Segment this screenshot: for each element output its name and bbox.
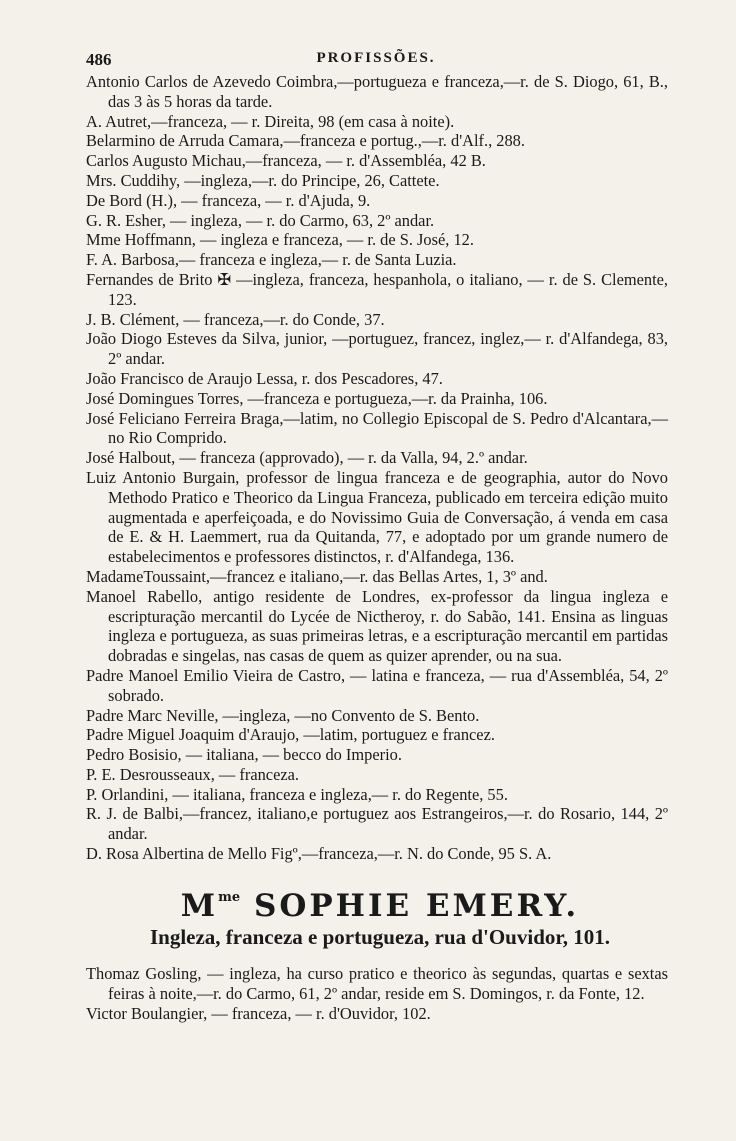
- directory-entry: Victor Boulangier, — franceza, — r. d'Ouvidor, 102.: [86, 1003, 431, 1023]
- advertisement-line: Ingleza, franceza e portugueza, rua d'Ouvidor, 101.: [149, 925, 611, 949]
- directory-entry: Mme Hoffmann, — ingleza e franceza, — r. de S. José, 12.: [86, 230, 474, 250]
- directory-entry: Fernandes de Brito ✠ —ingleza, franceza, hespanhola, o italiano, — r. de S. Clemente, 123.: [86, 269, 668, 309]
- directory-entry: Antonio Carlos de Azevedo Coimbra,—portugueza e franceza,—r. de S. Diogo, 61, B., das 3 às 5 horas da tarde.: [86, 72, 668, 111]
- directory-entry: P. E. Desrousseaux, — franceza.: [86, 764, 300, 784]
- directory-entry: Manoel Rabello, antigo residente de Londres, ex-professor da lingua ingleza e escripturação mercantil do Lycée de Nictheroy, r. do Sabão, 141. Ensina as linguas ingleza e portugueza, as suas primeiras letras, e a escripturação mercantil em partidas dobradas e singelas, nas casas de quem as quizer aprender, ou na sua.: [86, 586, 668, 666]
- directory-entry: F. A. Barbosa,— franceza e ingleza,— r. de Santa Luzia.: [86, 250, 457, 270]
- directory-entry: De Bord (H.), — franceza, — r. d'Ajuda, 9.: [86, 190, 371, 210]
- directory-entry: J. B. Clément, — franceza,—r. do Conde, 37.: [86, 309, 385, 329]
- advertisement-block: [80, 880, 680, 950]
- directory-entry: José Domingues Torres, —franceza e portugueza,—r. da Prainha, 106.: [86, 388, 548, 408]
- page-header: [86, 50, 666, 72]
- directory-entry: Padre Manoel Emilio Vieira de Castro, — latina e franceza, — rua d'Assembléa, 54, 2º sobrado.: [86, 665, 668, 705]
- directory-entry: José Halbout, — franceza (approvado), — r. da Valla, 94, 2.º andar.: [86, 448, 528, 468]
- directory-entries-continued: [86, 964, 668, 1023]
- directory-entry: G. R. Esher, — ingleza, — r. do Carmo, 63, 2º andar.: [86, 210, 435, 230]
- directory-entry: Pedro Bosisio, — italiana, — becco do Imperio.: [86, 745, 402, 765]
- directory-entry: Padre Marc Neville, —ingleza, —no Convento de S. Bento.: [86, 705, 480, 725]
- directory-entry: A. Autret,—franceza, — r. Direita, 98 (em casa à noite).: [86, 111, 455, 131]
- directory-entry: Mrs. Cuddihy, —ingleza,—r. do Principe, 26, Cattete.: [86, 170, 440, 190]
- advertisement-title-sup: me: [218, 890, 241, 905]
- running-title: PROFISSÕES.: [316, 50, 436, 66]
- page-number: 486: [86, 50, 112, 69]
- advertisement-title: M: [180, 888, 219, 924]
- directory-entries: [86, 72, 668, 864]
- directory-entry: R. J. de Balbi,—francez, italiano,e portuguez aos Estrangeiros,—r. do Rosario, 144, 2º andar.: [86, 804, 668, 844]
- directory-entry: P. Orlandini, — italiana, franceza e ingleza,— r. do Regente, 55.: [86, 784, 508, 804]
- directory-entry: Belarmino de Arruda Camara,—franceza e portug.,—r. d'Alf., 288.: [86, 131, 525, 151]
- directory-entry: MadameToussaint,—francez e italiano,—r. das Bellas Artes, 1, 3º and.: [86, 566, 548, 586]
- directory-entry: João Francisco de Araujo Lessa, r. dos Pescadores, 47.: [86, 368, 443, 388]
- directory-entry: Padre Miguel Joaquim d'Araujo, —latim, portuguez e francez.: [86, 725, 495, 745]
- advertisement-name-text: SOPHIE EMERY.: [253, 888, 580, 924]
- directory-entry: Thomaz Gosling, — ingleza, ha curso pratico e theorico às segundas, quartas e sextas feiras à noite,—r. do Carmo, 61, 2º andar, reside em S. Domingos, r. da Fonte, 12.: [86, 964, 668, 1003]
- advertisement-name: [80, 880, 680, 924]
- directory-entry: D. Rosa Albertina de Mello Figº,—franceza,—r. N. do Conde, 95 S. A.: [86, 844, 552, 864]
- directory-entry: João Diogo Esteves da Silva, junior, —portuguez, francez, inglez,— r. d'Alfandega, 83, 2º andar.: [86, 329, 668, 369]
- directory-entry: Carlos Augusto Michau,—franceza, — r. d'Assembléa, 42 B.: [86, 151, 486, 171]
- directory-entry: José Feliciano Ferreira Braga,—latim, no Collegio Episcopal de S. Pedro d'Alcantara,—no Rio Comprido.: [86, 408, 668, 448]
- directory-entry: Luiz Antonio Burgain, professor de lingua franceza e de geographia, autor do Novo Methodo Pratico e Theorico da Lingua Franceza, publicado em terceira edição muito augmentada e aperfeiçoada, e do Novissimo Guia de Conversação, á venda em casa de E. & H. Laemmert, rua da Quitanda, 77, e adoptado por um grande numero de estabelecimentos e professores distinctos, r. d'Alfandega, 136.: [86, 467, 668, 567]
